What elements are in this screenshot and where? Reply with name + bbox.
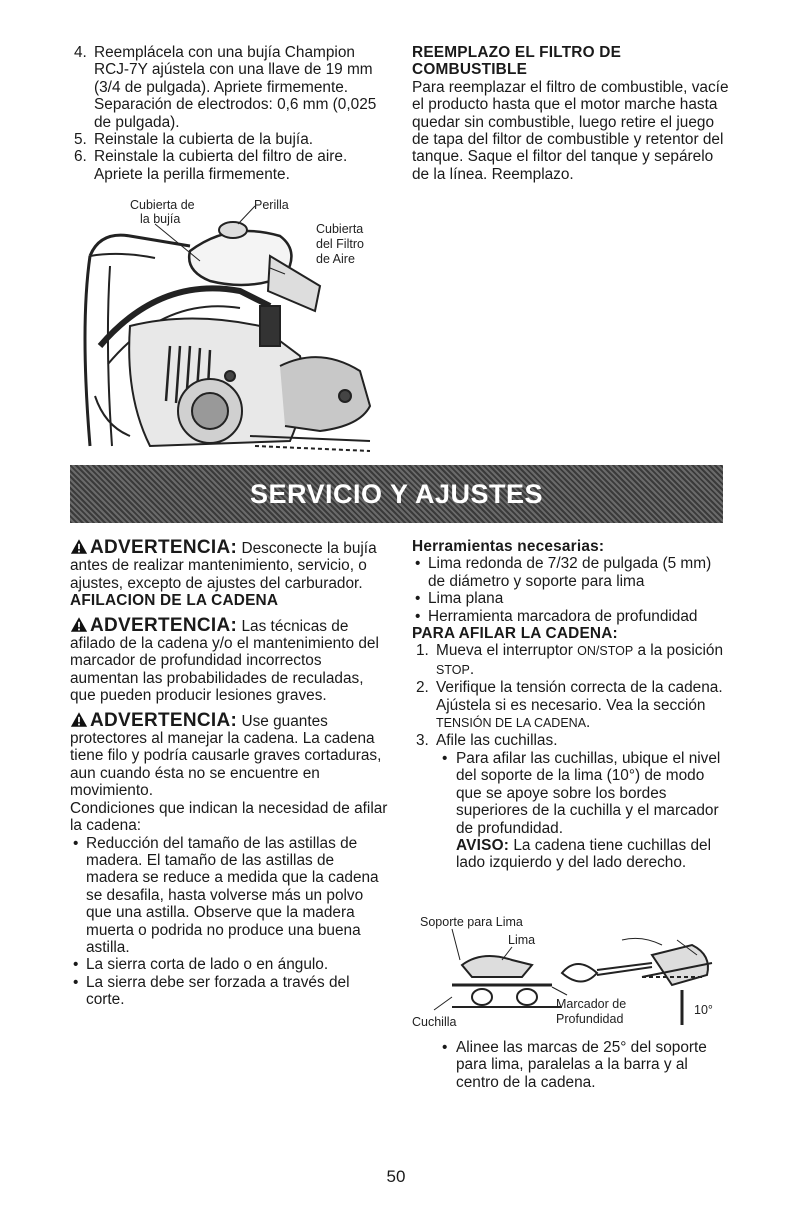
- step-6: 6. Reinstale la cubierta del filtro de aire. Apriete la perilla firmemente.: [74, 148, 348, 183]
- list-item: • La sierra corta de lado o en ángulo.: [70, 956, 388, 973]
- conditions-list: [70, 835, 388, 1009]
- conditions-intro: Condiciones que indican la necesidad de afilar la cadena:: [70, 799, 388, 835]
- list-item: • Lima redonda de 7/32 de pulgada (5 mm) de diámetro y soporte para lima: [412, 555, 730, 590]
- warning-triangle-icon: [70, 538, 88, 555]
- spark-plug-steps: [70, 44, 388, 183]
- label-knob: Perilla: [254, 198, 289, 212]
- file-holder-figure: [412, 915, 730, 1033]
- list-item: • La sierra debe ser forzada a través del corte.: [70, 974, 388, 1009]
- section-banner: [70, 465, 723, 523]
- tools-heading: Herramientas necesarias:: [412, 538, 605, 555]
- tools-list: [412, 555, 730, 625]
- sharpen-step-2: 2. Verifique la tensión correcta de la cadena. Ajústela si es necesario. Vea la sección TENSIÓN DE LA CADENA.: [416, 679, 723, 732]
- warning-2-text: Las técnicas de afilado de la cadena y/o el mantenimiento del marcador de profundidad incorrectos aumentan las probabilidades de reculadas, que pueden producir lesiones graves.: [70, 617, 379, 705]
- list-item: • Lima plana: [412, 590, 730, 607]
- sharpen-steps-list: [412, 642, 730, 749]
- label-depth-1: Marcador de: [556, 997, 627, 1011]
- notice-text: La cadena tiene cuchillas del lado izquierdo y del lado derecho.: [456, 836, 712, 872]
- warning-3: [70, 711, 388, 800]
- chain-sharpening-warnings: [70, 538, 388, 1009]
- label-file-holder: Soporte para Lima: [420, 915, 523, 929]
- fuel-filter-body: Para reemplazar el filtro de combustible, vacíe el producto hasta que el motor marche hasta quedar sin combustible, luego retire el juego de tapa del filtor de combustible y retentor del tanque. Saque el filtor del tanque y sepárelo de la línea. Reemplazo.: [412, 78, 729, 183]
- list-item: • Herramienta marcadora de profundidad: [412, 608, 730, 625]
- sharpen-heading: PARA AFILAR LA CADENA:: [412, 625, 618, 643]
- sharpen-step-1: 1. Mueva el interruptor ON/STOP a la posición STOP.: [416, 642, 724, 678]
- label-air-cover-3: de Aire: [316, 252, 355, 266]
- label-air-cover-1: Cubierta: [316, 222, 364, 236]
- label-cutter: Cuchilla: [412, 1015, 457, 1029]
- list-item: • Para afilar las cuchillas, ubique el nivel del soporte de la lima (10°) de modo que se apoye sobre los bordes superiores de la cuchilla y el marcador de profundidad. AVISO: La cadena tiene cuchillas del lado izquierdo y del lado derecho.: [438, 750, 730, 872]
- sharpening-steps: [412, 538, 730, 872]
- label-air-cover-2: del Filtro: [316, 237, 364, 251]
- fuel-filter-heading: REEMPLAZO EL FILTRO DE COMBUSTIBLE: [412, 44, 622, 79]
- final-step: [412, 1039, 730, 1091]
- label-depth-2: Profundidad: [556, 1012, 624, 1026]
- list-item: • Alinee las marcas de 25° del soporte para lima, paralelas a la barra y al centro de la cadena.: [438, 1039, 730, 1091]
- label-file: Lima: [508, 933, 536, 947]
- chainsaw-figure: [70, 196, 390, 458]
- label-angle: 10°: [694, 1003, 713, 1017]
- warning-2-lead: ADVERTENCIA:: [90, 614, 238, 636]
- fuel-filter-section: [412, 44, 730, 183]
- warning-1-text: Desconecte la bujía antes de realizar mantenimiento, servicio, o ajustes, excepto de ajustes del carburador.: [70, 540, 377, 592]
- warning-1-lead: ADVERTENCIA:: [90, 537, 238, 558]
- sharpen-sub-list-1: [412, 750, 730, 872]
- sharpen-step-3: 3. Afile las cuchillas.: [416, 732, 558, 750]
- sharpening-heading: AFILACION DE LA CADENA: [70, 592, 279, 610]
- banner-title: SERVICIO Y AJUSTES: [249, 478, 544, 509]
- warning-3-lead: ADVERTENCIA:: [90, 709, 238, 731]
- warning-2: [70, 616, 388, 705]
- step-4: 4. Reemplácela con una bujía Champion RCJ-7Y ajústela con una llave de 19 mm (3/4 de pulgada). Apriete firmemente. Separación de electrodos: 0,6 mm (0,025 de pulgada).: [74, 44, 377, 131]
- label-spark-cover-2: la bujía: [140, 212, 181, 226]
- step-5: 5. Reinstale la cubierta de la bujía.: [74, 131, 314, 149]
- list-item: • Reducción del tamaño de las astillas de madera. El tamaño de las astillas de madera se reduce a medida que la cadena se desafila, hasta volverse más un polvo que una astilla. Observe que la madera muerta o podrida no produce una buena astilla.: [70, 835, 388, 957]
- warning-1: [70, 538, 388, 592]
- warning-3-text: Use guantes protectores al manejar la cadena. La cadena tiene filo y podría causarle graves cortaduras, aun cuando ésta no se encuentre en movimiento.: [70, 712, 382, 800]
- label-spark-cover-1: Cubierta de: [130, 198, 195, 212]
- warning-triangle-icon: [70, 711, 88, 728]
- warning-triangle-icon: [70, 616, 88, 633]
- page-number: 50: [386, 1167, 406, 1186]
- notice-lead: AVISO:: [456, 836, 510, 854]
